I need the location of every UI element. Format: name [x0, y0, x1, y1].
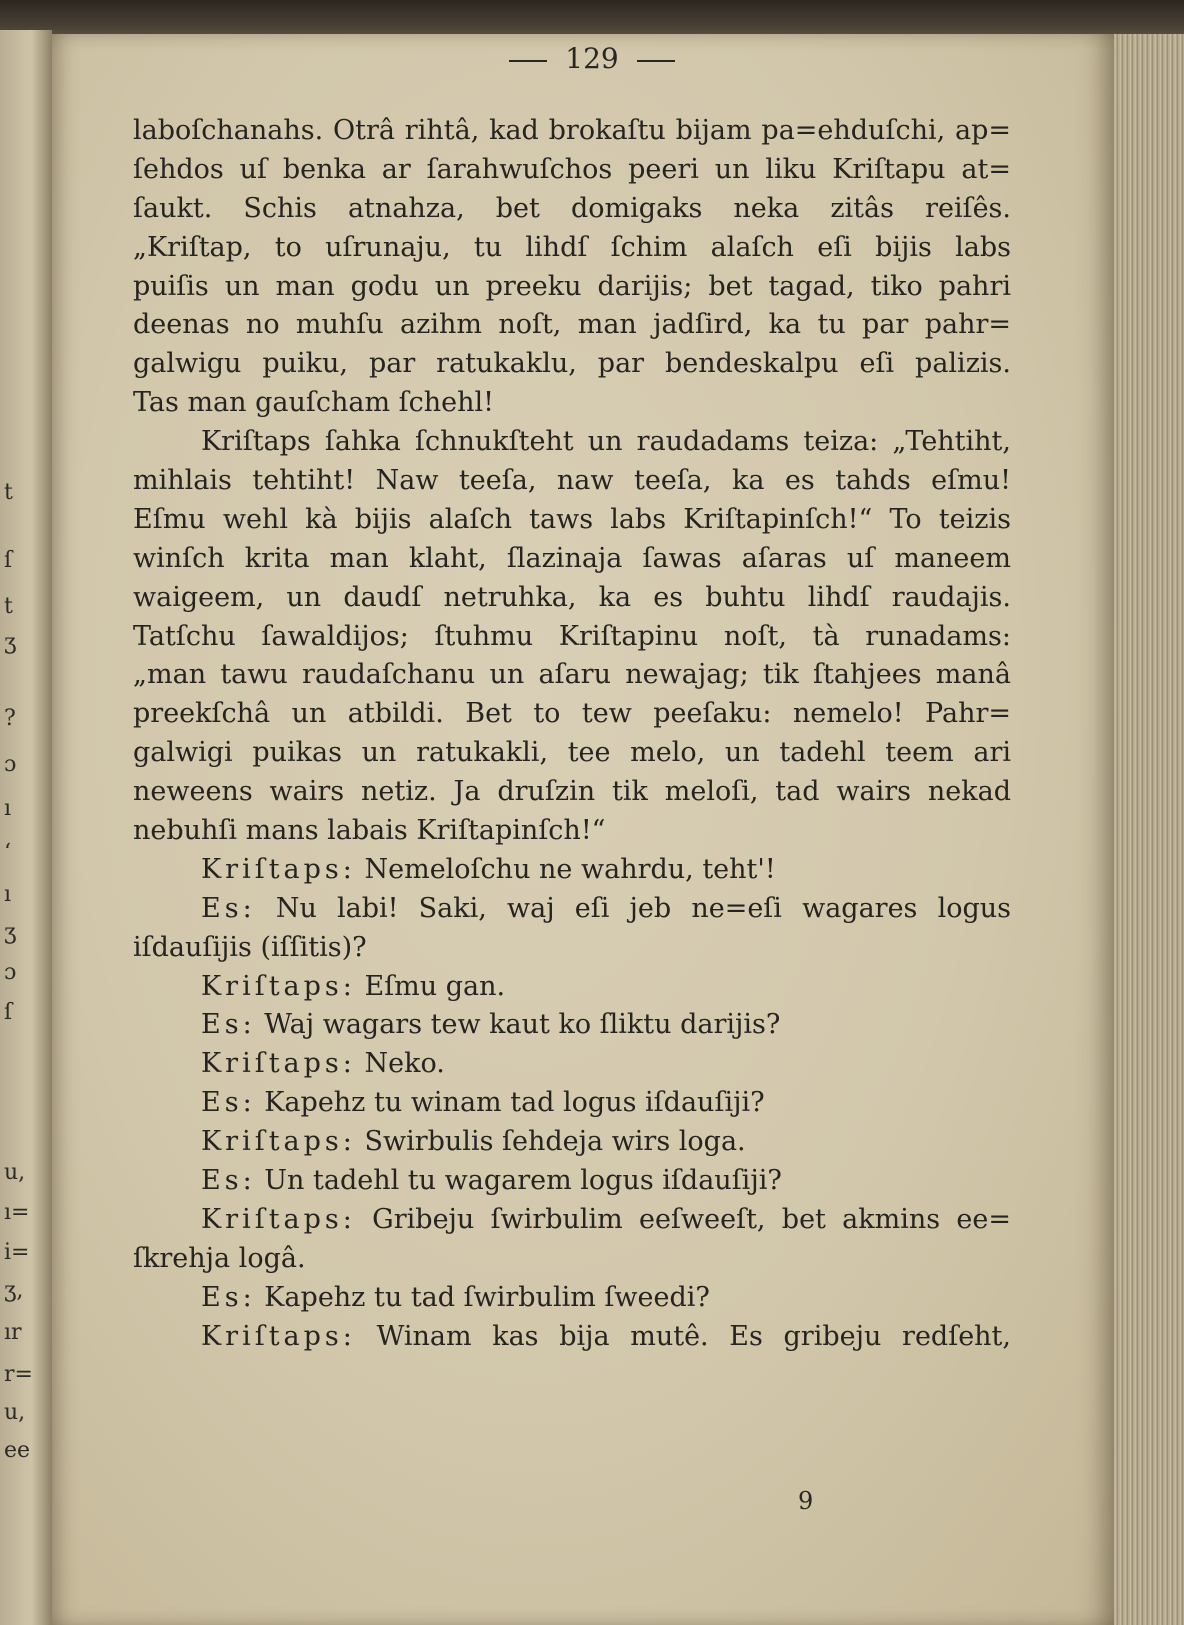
text-line [133, 1279, 1011, 1318]
text-line [133, 773, 1011, 812]
speaker-label: Kriſtaps: [201, 1203, 356, 1235]
left-page-fragment: t [4, 480, 13, 505]
page-stack-edge [1114, 34, 1184, 1625]
line-text: Neko. [364, 1048, 445, 1080]
speaker-label: Es: [201, 1165, 256, 1197]
left-page-fragment: r= [4, 1362, 33, 1387]
speaker-label: Kriſtaps: [201, 970, 356, 1002]
text-line [133, 151, 1011, 190]
line-text: Nemeloſchu ne wahrdu, teht'! [364, 853, 776, 885]
line-text: Waj wagars tew kaut ko ſliktu darijis? [264, 1009, 781, 1041]
text-line [133, 1123, 1011, 1162]
text-line [133, 423, 1011, 462]
left-page-margin [0, 30, 52, 1625]
line-text: ſaukt. Schis atnahza, bet domigaks neka zitâs reiſês. [133, 192, 1011, 224]
line-text: Gribeju ſwirbulim eeſweeſt, bet akmins ee= [372, 1203, 1011, 1235]
text-line [133, 579, 1011, 618]
signature-mark: 9 [798, 1487, 814, 1515]
text-line [133, 306, 1011, 345]
left-page-fragment: u, [4, 1160, 26, 1185]
text-line [133, 384, 1011, 423]
left-page-fragment: ı [4, 796, 12, 821]
line-text: Eſmu wehl kà bijis alaſch taws labs Kriſtapinſch!“ To teizis [133, 503, 1011, 535]
text-line [133, 1006, 1011, 1045]
page-header [0, 42, 1184, 75]
line-text: nebuhſi mans labais Kriſtapinſch!“ [133, 815, 606, 847]
line-text: iſdauſijis (iſſitis)? [133, 931, 367, 963]
text-line [133, 112, 1011, 151]
line-text: galwigi puikas un ratukakli, tee melo, un tadehl teem ari [133, 737, 1011, 769]
left-page-fragment: ʒ [4, 630, 17, 655]
text-line [133, 1162, 1011, 1201]
speaker-label: Es: [201, 1009, 256, 1041]
text-line [133, 890, 1011, 929]
text-line [133, 618, 1011, 657]
text-line [133, 929, 1011, 968]
speaker-label: Es: [201, 1281, 256, 1313]
line-text: puiſis un man godu un preeku darijis; bet tagad, tiko pahri [133, 270, 1011, 302]
text-line [133, 1045, 1011, 1084]
page-body-text [133, 112, 1011, 1357]
left-page-fragment: ı= [4, 1200, 30, 1225]
line-text: neweens wairs netiz. Ja druſzin tik meloſi, tad wairs nekad [133, 776, 1011, 808]
text-line [133, 345, 1011, 384]
line-text: ſkrehja logâ. [133, 1242, 306, 1274]
line-text: Kriſtaps ſahka ſchnukſteht un raudadams teiza: „Tehtiht, [201, 426, 1011, 458]
text-line [133, 812, 1011, 851]
text-line [133, 190, 1011, 229]
line-text: ſehdos uſ benka ar ſarahwuſchos peeri un liku Kriſtapu at= [133, 153, 1011, 185]
line-text: „man tawu raudaſchanu un aſaru newajag; tik ſtahjees manâ [133, 659, 1011, 691]
line-text: „Kriſtap, to uſrunaju, tu lihdſ ſchim alaſch eſi bijis labs [133, 231, 1011, 263]
line-text: Nu labi! Saki, waj eſi jeb ne=eſi wagares logus [275, 892, 1011, 924]
left-page-fragment: ? [4, 706, 16, 731]
left-page-fragment: ſ [4, 1000, 13, 1025]
text-line [133, 462, 1011, 501]
page-number: 129 [565, 42, 619, 75]
line-text: deenas no muhſu azihm noſt, man jadſird, ka tu par pahr= [133, 309, 1011, 341]
line-text: Tas man gauſcham ſchehl! [133, 387, 495, 419]
left-page-fragment: ır [4, 1320, 22, 1345]
line-text: galwigu puiku, par ratukaklu, par bendeskalpu eſi palizis. [133, 348, 1011, 380]
line-text: Tatſchu ſawaldijos; ſtuhmu Kriſtapinu noſt, tà runadams: [133, 620, 1011, 652]
text-line [133, 1084, 1011, 1123]
left-page-fragment: ʒ [4, 920, 17, 945]
line-text: Swirbulis ſehdeja wirs loga. [364, 1126, 746, 1158]
left-page-fragment: i= [4, 1240, 30, 1265]
line-text: Winam kas bija mutê. Es gribeju redſeht, [376, 1320, 1011, 1352]
header-dash-right [637, 60, 675, 62]
text-line [133, 1201, 1011, 1240]
text-line [133, 734, 1011, 773]
text-line [133, 1240, 1011, 1279]
line-text: Kapehz tu winam tad logus iſdauſiji? [264, 1087, 765, 1119]
text-line [133, 540, 1011, 579]
left-page-fragment: ʻ [4, 840, 11, 865]
line-text: laboſchanahs. Otrâ rihtâ, kad brokaſtu bijam pa=ehduſchi, ap= [133, 115, 1011, 146]
left-page-fragment: ı [4, 882, 12, 907]
text-line [133, 268, 1011, 307]
line-text: mihlais tehtiht! Naw teeſa, naw teeſa, ka es tahds eſmu! [133, 465, 1011, 497]
header-dash-left [509, 60, 547, 62]
speaker-label: Kriſtaps: [201, 1048, 356, 1080]
line-text: Kapehz tu tad ſwirbulim ſweedi? [264, 1281, 710, 1313]
text-line [133, 501, 1011, 540]
left-page-fragment: ſ [4, 548, 13, 573]
speaker-label: Kriſtaps: [201, 1320, 356, 1352]
left-page-fragment: ʒ, [4, 1278, 24, 1303]
text-line [133, 229, 1011, 268]
left-page-fragment: ɔ [4, 960, 17, 985]
text-line [133, 851, 1011, 890]
line-text: Un tadehl tu wagarem logus iſdauſiji? [264, 1165, 782, 1197]
left-page-fragment: ee [4, 1438, 31, 1463]
book-cover-edge [0, 0, 1184, 38]
left-page-fragment: ɔ [4, 752, 17, 777]
speaker-label: Kriſtaps: [201, 1126, 356, 1158]
line-text: winſch krita man klaht, ſlazinaja ſawas aſaras uſ maneem [133, 542, 1011, 574]
text-line [133, 695, 1011, 734]
speaker-label: Es: [201, 892, 256, 924]
speaker-label: Kriſtaps: [201, 853, 356, 885]
text-line [133, 968, 1011, 1007]
speaker-label: Es: [201, 1087, 256, 1119]
left-page-fragment: u, [4, 1400, 26, 1425]
line-text: Eſmu gan. [364, 970, 506, 1002]
text-line [133, 1318, 1011, 1357]
left-page-fragment: t [4, 594, 13, 619]
line-text: preekſchâ un atbildi. Bet to tew peeſaku: nemelo! Pahr= [133, 698, 1011, 730]
text-line [133, 656, 1011, 695]
line-text: waigeem, un daudſ netruhka, ka es buhtu lihdſ raudajis. [133, 581, 1011, 613]
